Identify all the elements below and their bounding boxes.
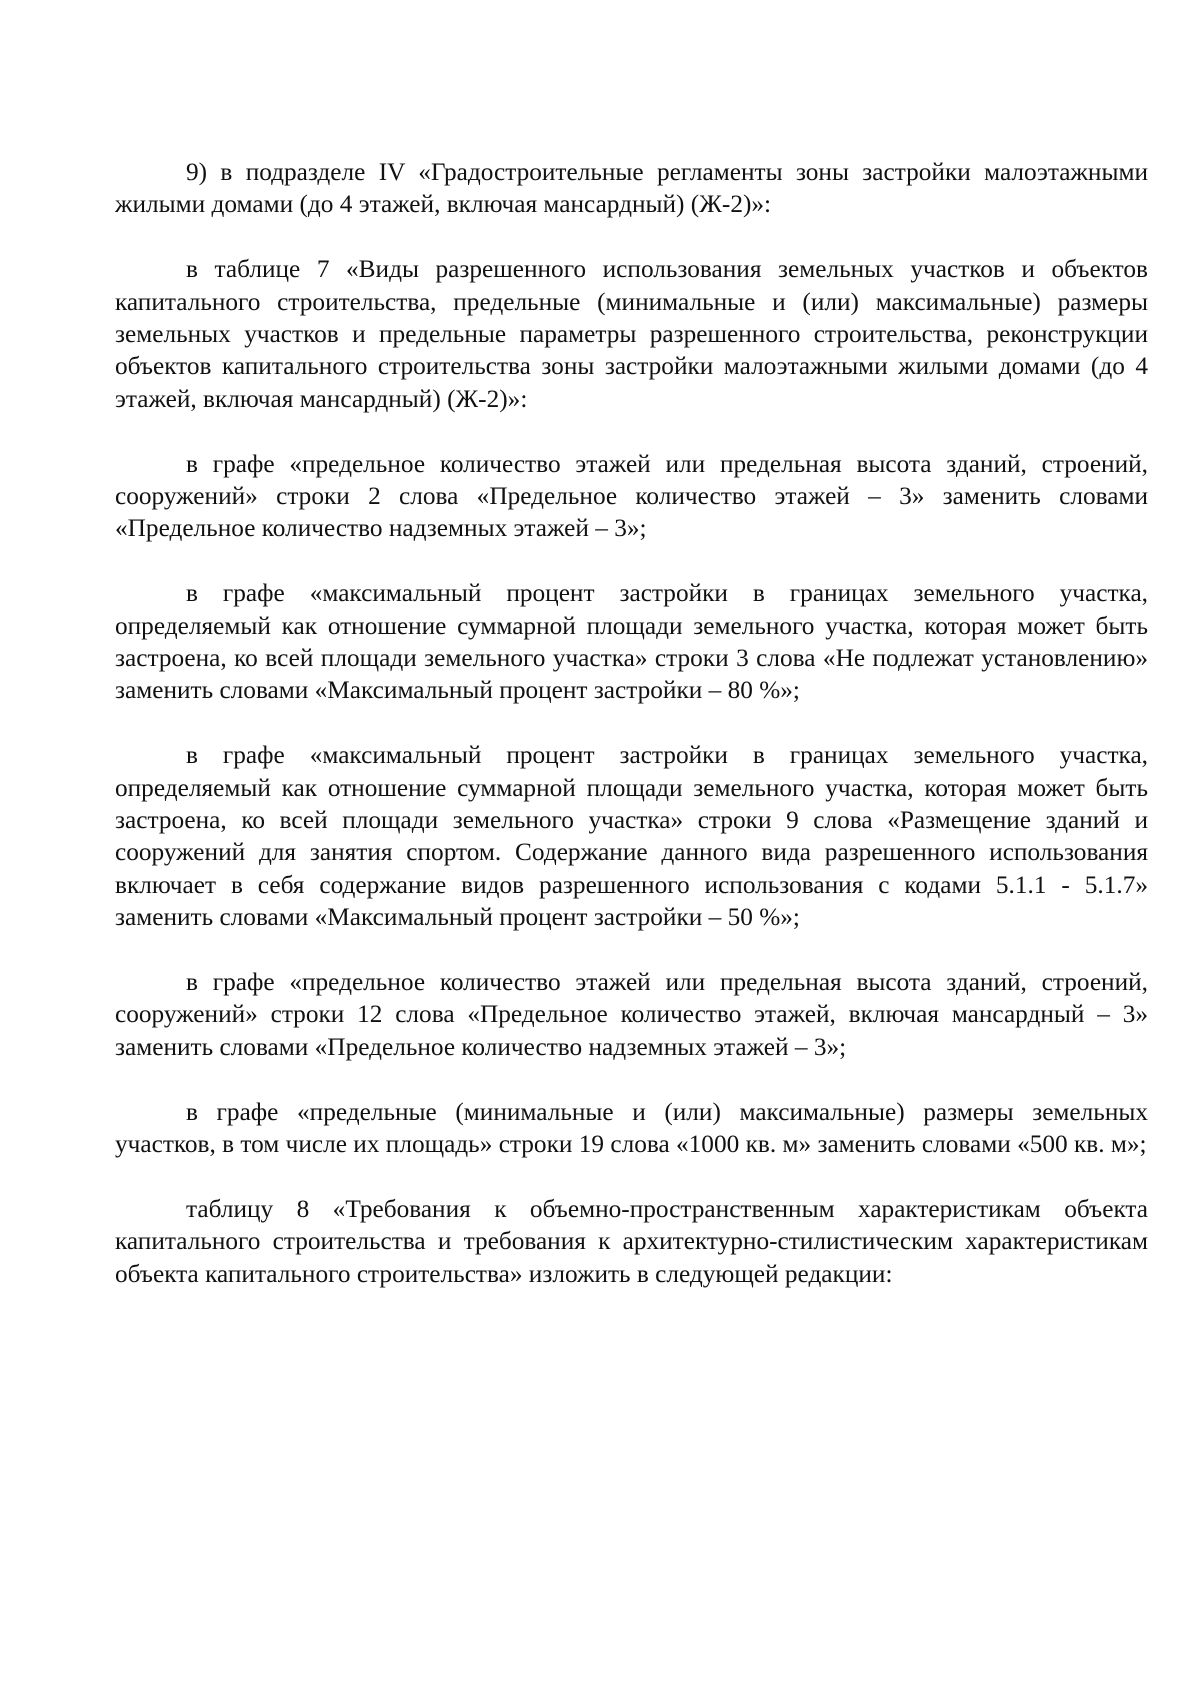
paragraph-row-12: в графе «предельное количество этажей или предельная высота зданий, строений, сооружений» строки 12 слова «Предельное количество этажей, включая мансардный – 3» заменить словами «Предельное количество надземных этажей – 3»; — [115, 968, 1148, 1061]
paragraph-row-9: в графе «максимальный процент застройки в границах земельного участка, определяемый как отношение суммарной площади земельного участка, которая может быть застроена, ко всей площади земельного участка» строки 9 слова «Размещение зданий и сооружений для занятия спортом. Содержание данного вида разрешенного использования включает в себя содержание видов разрешенного использования с кодами 5.1.1 - 5.1.7» заменить словами «Максимальный процент застройки – 50 %»; — [115, 741, 1148, 932]
paragraph-row-19: в графе «предельные (минимальные и (или) максимальные) размеры земельных участков, в том числе их площадь» строки 19 слова «1000 кв. м» заменить словами «500 кв. м»; — [115, 1097, 1148, 1159]
paragraph-row-2: в графе «предельное количество этажей или предельная высота зданий, строений, сооружений» строки 2 слова «Предельное количество этажей – 3» заменить словами «Предельное количество надземных этажей – 3»; — [115, 449, 1148, 543]
paragraph-table-8: таблицу 8 «Требования к объемно-пространственным характеристикам объекта капитального строительства и требования к архитектурно-стилистическим характеристикам объекта капитального строительства» изложить в следующей редакции: — [115, 1194, 1148, 1288]
paragraph-table-7: в таблице 7 «Виды разрешенного использования земельных участков и объектов капитального строительства, предельные (минимальные и (или) максимальные) размеры земельных участков и предельные параметры разрешенного строительства, реконструкции объектов капитального строительства зоны застройки малоэтажными жилыми домами (до 4 этажей, включая мансардный) (Ж-2)»: — [115, 255, 1148, 413]
paragraph-subsection-iv: 9) в подразделе IV «Градостроительные регламенты зоны застройки малоэтажными жилыми домами (до 4 этажей, включая мансардный) (Ж-2)»: — [115, 158, 1148, 219]
paragraph-row-3: в графе «максимальный процент застройки в границах земельного участка, определяемый как отношение суммарной площади земельного участка, которая может быть застроена, ко всей площади земельного участка» строки 3 слова «Не подлежат установлению» заменить словами «Максимальный процент застройки – 80 %»; — [115, 579, 1148, 705]
document-page — [115, 156, 1148, 1290]
